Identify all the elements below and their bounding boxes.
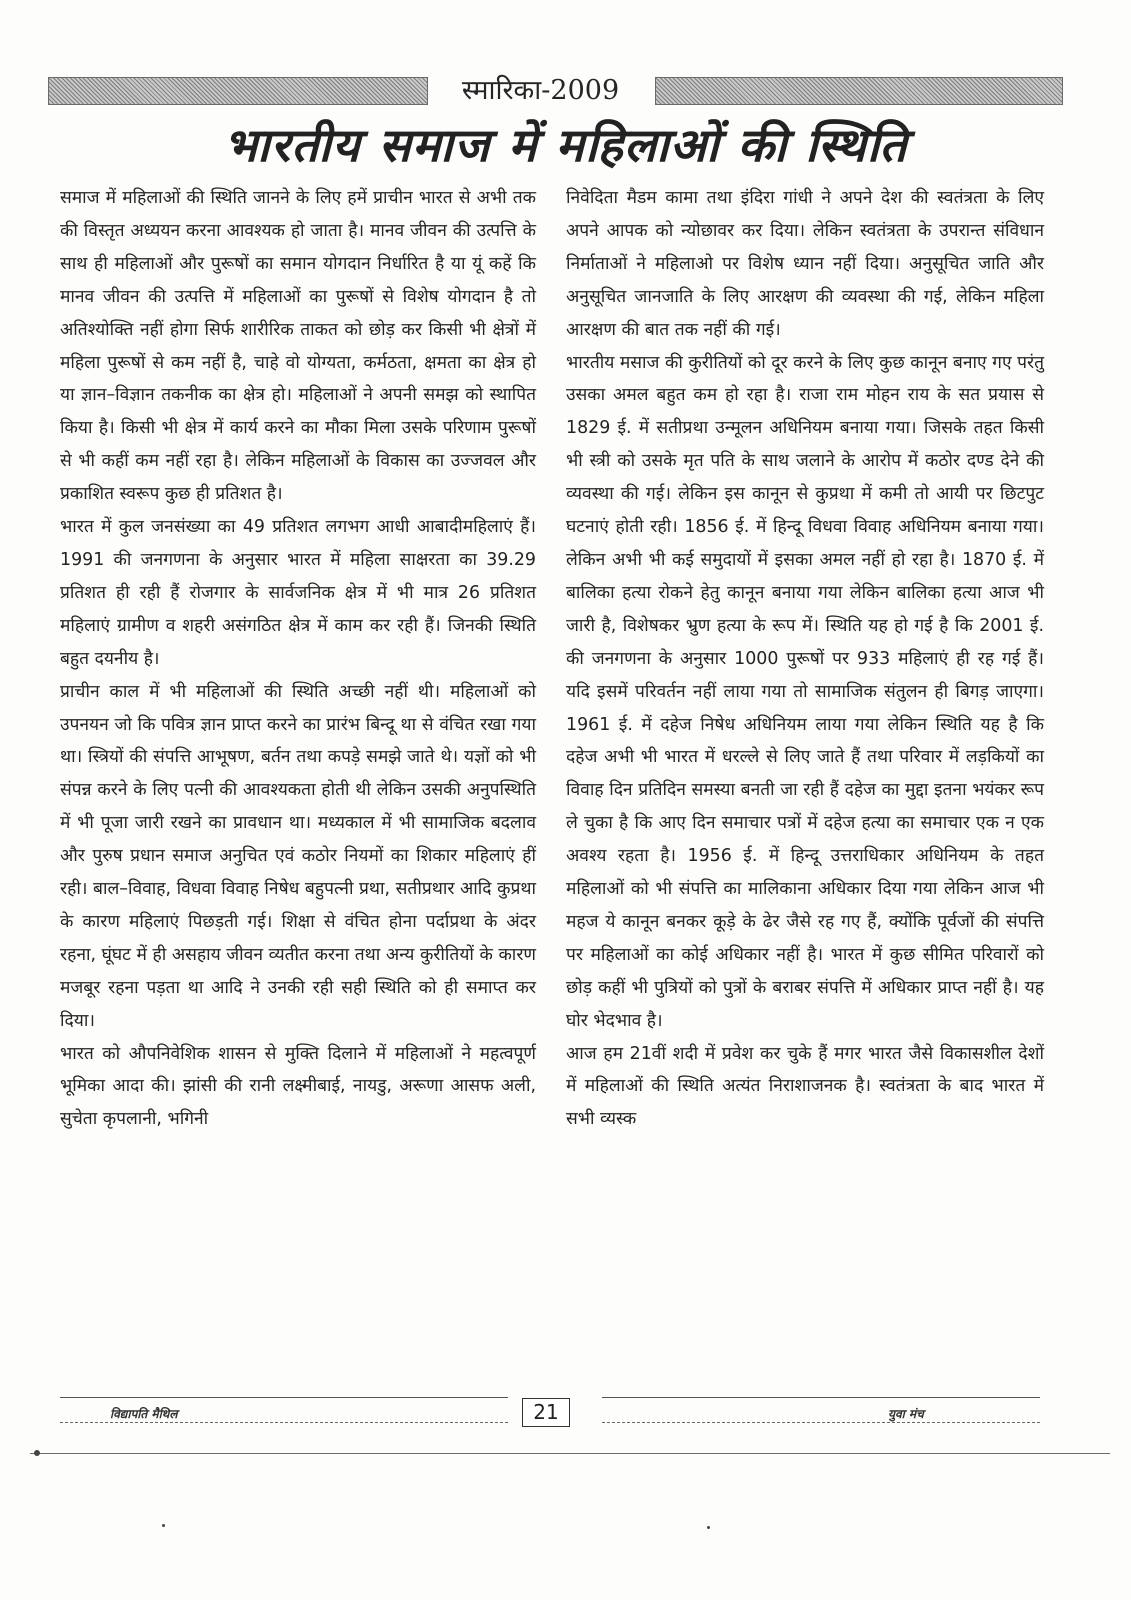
right-paragraph-1: निवेदिता मैडम कामा तथा इंदिरा गांधी ने अपने देश की स्वतंत्रता के लिए अपने आपक को न्योछावर कर दिया। लेकिन स्वतंत्रता के उपरान्त संविधान निर्माताओं ने महिलाओ पर विशेष ध्यान नहीं दिया। अनुसूचित जाति और अनुसूचित जानजाति के लिए आरक्षण की व्यवस्था की गई, लेकिन महिला आरक्षण की बात तक नहीं की गई। bbox=[566, 188, 1044, 340]
scan-speck bbox=[34, 1450, 40, 1456]
article-title: भारतीय समाज में महिलाओं की स्थिति bbox=[223, 118, 908, 172]
footer-left-label: विद्यापति मैथिल bbox=[110, 1407, 178, 1421]
right-paragraph-2: भारतीय मसाज की कुरीतियों को दूर करने के लिए कुछ कानून बनाए गए परंतु उसका अमल बहुत कम हो रहा है। राजा राम मोहन राय के सत प्रयास से 1829 ई. में सतीप्रथा उन्मूलन अधिनियम बनाया गया। जिसके तहत किसी भी स्त्री को उसके मृत पति के साथ जलाने के आरोप में कठोर दण्ड देने की व्यवस्था की गई। लेकिन इस कानून से कुप्रथा में कमी तो आयी पर छिटपुट घटनाएं होती रही। 1856 ई. में हिन्दू विधवा विवाह अधिनियम बनाया गया। लेकिन अभी भी कई समुदायों में इसका अमल नहीं हो रहा है। 1870 ई. में बालिका हत्या रोकने हेतु कानून बनाया गया लेकिन बालिका हत्या आज भी जारी है, विशेषकर भ्रुण हत्या के रूप में। स्थिति यह हो गई है कि 2001 ई. की जनगणना के अनुसार 1000 पुरूषों पर 933 महिलाएं ही रह गई हैं। यदि इसमें परिवर्तन नहीं लाया गया तो सामाजिक संतुलन ही बिगड़ जाएगा। 1961 ई. में दहेज निषेध अधिनियम लाया गया लेकिन स्थिति यह है कि दहेज अभी भी भारत में धरल्ले से लिए जाते हैं तथा परिवार में लड़कियों का विवाह दिन प्रतिदिन समस्या बनती जा रही हैं दहेज का मुद्दा इतना भयंकर रूप ले चुका है कि आए दिन समाचार पत्रों में दहेज हत्या का समाचार एक न एक अवश्य रहता है। 1956 ई. में हिन्दू उत्तराधिकार अधिनियम के तहत महिलाओं को भी संपत्ति का मालिकाना अधिकार दिया गया लेकिन आज भी महज ये कानून बनकर कूड़े के ढेर जैसे रह गए हैं, क्योंकि पूर्वजों की संपत्ति पर महिलाओं का कोई अधिकार नहीं है। भारत में कुछ सीमित परिवारों को छोड़ कहीं भी पुत्रियों को पुत्रों के बराबर संपत्ति में अधिकार प्राप्त नहीं है। यह घोर भेदभाव है। bbox=[566, 352, 1044, 1031]
right-column bbox=[566, 182, 1044, 1136]
header-band-right bbox=[655, 77, 1063, 105]
left-paragraph-1: समाज में महिलाओं की स्थिति जानने के लिए हमें प्राचीन भारत से अभी तक की विस्तृत अध्ययन करना आवश्यक हो जाता है। मानव जीवन की उत्पत्ति के साथ ही महिलाओं और पुरूषों का समान योगदान निर्धारित है या यूं कहें कि मानव जीवन की उत्पत्ति में महिलाओं का पुरूषों से विशेष योगदान है तो अतिश्योक्ति नहीं होगा सिर्फ शारीरिक ताकत को छोड़ कर किसी भी क्षेत्रों में महिला पुरूषों से कम नहीं है, चाहे वो योग्यता, कर्मठता, क्षमता का क्षेत्र हो या ज्ञान–विज्ञान तकनीक का क्षेत्र हो। महिलाओं ने अपनी समझ को स्थापित किया है। किसी भी क्षेत्र में कार्य करने का मौका मिला उसके परिणाम पुरूषों से भी कहीं कम नहीं रहा है। लेकिन महिलाओं के विकास का उज्जवल और प्रकाशित स्वरूप कुछ ही प्रतिशत है। bbox=[60, 188, 536, 505]
page-bottom-rule bbox=[30, 1453, 1110, 1454]
page-number: 21 bbox=[522, 1398, 570, 1427]
footer-right-label: युवा मंच bbox=[888, 1407, 924, 1421]
header-label: स्मारिका-2009 bbox=[461, 75, 620, 106]
footer-rule-left-top bbox=[60, 1397, 508, 1398]
left-paragraph-4: भारत को औपनिवेशिक शासन से मुक्ति दिलाने में महिलाओं ने महत्वपूर्ण भूमिका आदा की। झांसी की रानी लक्ष्मीबाई, नायडु, अरूणा आसफ अली, सुचेता कृपलानी, भगिनी bbox=[60, 1043, 536, 1130]
footer-rule-right-top bbox=[602, 1397, 1040, 1398]
left-paragraph-2: भारत में कुल जनसंख्या का 49 प्रतिशत लगभग आधी आबादीमहिलाएं हैं। 1991 की जनगणना के अनुसार भारत में महिला साक्षरता का 39.29 प्रतिशत ही रही हैं रोजगार के सार्वजनिक क्षेत्र में भी मात्र 26 प्रतिशत महिलाएं ग्रामीण व शहरी असंगठित क्षेत्र में काम कर रही हैं। जिनकी स्थिति बहुत दयनीय है। bbox=[60, 517, 536, 669]
right-paragraph-3: आज हम 21वीं शदी में प्रवेश कर चुके हैं मगर भारत जैसे विकासशील देशों में महिलाओं की स्थिति अत्यंत निराशाजनक है। स्वतंत्रता के बाद भारत में सभी व्यस्क bbox=[566, 1043, 1044, 1130]
scan-speck bbox=[162, 1524, 165, 1527]
header-band-left bbox=[48, 77, 428, 105]
footer-rule-right-bottom bbox=[602, 1422, 1040, 1423]
left-paragraph-3: प्राचीन काल में भी महिलाओं की स्थिति अच्छी नहीं थी। महिलाओं को उपनयन जो कि पवित्र ज्ञान प्राप्त करने का प्रारंभ बिन्दू था से वंचित रखा गया था। स्त्रियों की संपत्ति आभूषण, बर्तन तथा कपड़े समझे जाते थे। यज्ञों को भी संपन्न करने के लिए पत्नी की आवश्यकता होती थी लेकिन उसकी अनुपस्थिति में भी पूजा जारी रखने का प्रावधान था। मध्यकाल में भी सामाजिक बदलाव और पुरुष प्रधान समाज अनुचित एवं कठोर नियमों का शिकार महिलाएं हीं रही। बाल–विवाह, विधवा विवाह निषेध बहुपत्नी प्रथा, सतीप्रथार आदि कुप्रथा के कारण महिलाएं पिछड़ती गई। शिक्षा से वंचित होना पर्दाप्रथा के अंदर रहना, घूंघट में ही असहाय जीवन व्यतीत करना तथा अन्य कुरीतियों के कारण मजबूर रहना पड़ता था आदि ने उनकी रही सही स्थिति को ही समाप्त कर दिया। bbox=[60, 681, 537, 1031]
scan-speck bbox=[707, 1526, 710, 1529]
footer-rule-left-bottom bbox=[60, 1422, 508, 1423]
left-column bbox=[60, 182, 536, 1136]
